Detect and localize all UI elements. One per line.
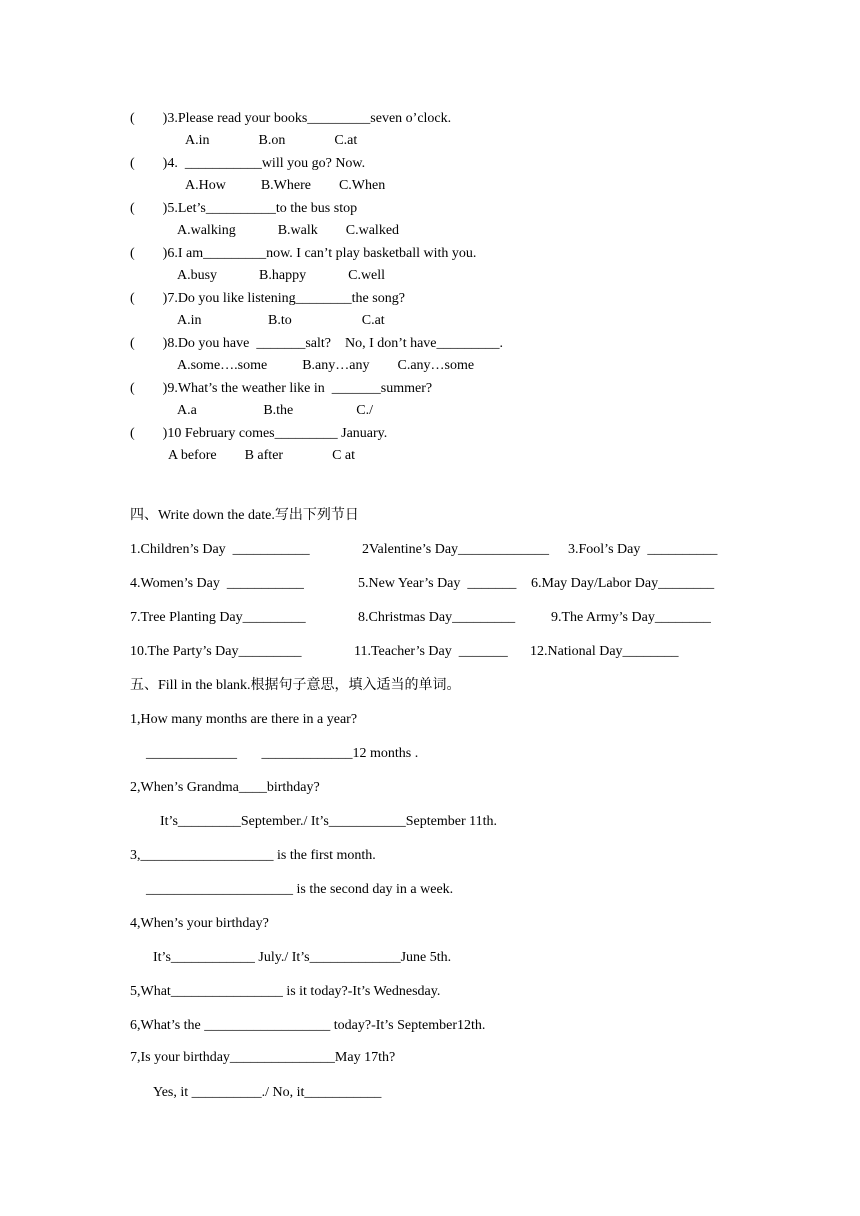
fill-line: 5,What________________ is it today?-It’s Wednesday. — [130, 984, 441, 999]
festival-item: 5.New Year’s Day _______ — [358, 576, 517, 591]
fill-line: 7,Is your birthday_______________May 17th? — [130, 1050, 396, 1065]
question-9-options: A.a B.the C./ — [177, 403, 373, 418]
question-4-options: A.How B.Where C.When — [185, 178, 386, 193]
question-7-options: A.in B.to C.at — [177, 313, 385, 328]
festival-item: 2Valentine’s Day_____________ — [362, 542, 550, 557]
festival-item: 4.Women’s Day ___________ — [130, 576, 304, 591]
festival-item: 1.Children’s Day ___________ — [130, 542, 310, 557]
question-3-options: A.in B.on C.at — [185, 133, 358, 148]
question-4-stem: ( )4. ___________will you go? Now. — [130, 156, 366, 171]
festival-item: 3.Fool’s Day __________ — [568, 542, 718, 557]
question-9-stem: ( )9.What’s the weather like in _______summer? — [130, 381, 433, 396]
fill-line: 2,When’s Grandma____birthday? — [130, 780, 320, 795]
festival-item: 11.Teacher’s Day _______ — [354, 644, 508, 659]
question-10-stem: ( )10 February comes_________ January. — [130, 426, 388, 441]
festival-item: 6.May Day/Labor Day________ — [531, 576, 715, 591]
fill-line: 1,How many months are there in a year? — [130, 712, 358, 727]
fill-line: Yes, it __________./ No, it___________ — [153, 1085, 382, 1100]
fill-line: 3,___________________ is the first month. — [130, 848, 376, 863]
fill-line: 4,When’s your birthday? — [130, 916, 269, 931]
question-5-options: A.walking B.walk C.walked — [177, 223, 400, 238]
festival-item: 12.National Day________ — [530, 644, 679, 659]
fill-line: It’s____________ July./ It’s_____________June 5th. — [153, 950, 452, 965]
festival-item: 8.Christmas Day_________ — [358, 610, 516, 625]
section-5-title: 五、Fill in the blank.根据句子意思，填入适当的单词。 — [130, 678, 461, 693]
question-3-stem: ( )3.Please read your books_________seven o’clock. — [130, 111, 452, 126]
festival-item: 10.The Party’s Day_________ — [130, 644, 302, 659]
question-8-stem: ( )8.Do you have _______salt? No, I don’t have_________. — [130, 336, 504, 351]
festival-item: 9.The Army’s Day________ — [551, 610, 711, 625]
festival-item: 7.Tree Planting Day_________ — [130, 610, 306, 625]
question-6-stem: ( )6.I am_________now. I can’t play basketball with you. — [130, 246, 477, 261]
section-4-title: 四、Write down the date.写出下列节日 — [130, 508, 359, 523]
question-10-options: A before B after C at — [168, 448, 356, 463]
question-6-options: A.busy B.happy C.well — [177, 268, 386, 283]
fill-line: 6,What’s the __________________ today?-It’s September12th. — [130, 1018, 486, 1033]
fill-line: _____________ _____________12 months . — [146, 746, 419, 761]
question-7-stem: ( )7.Do you like listening________the song? — [130, 291, 405, 306]
fill-line: It’s_________September./ It’s___________September 11th. — [160, 814, 498, 829]
fill-line: _____________________ is the second day in a week. — [146, 882, 454, 897]
question-5-stem: ( )5.Let’s__________to the bus stop — [130, 201, 358, 216]
question-8-options: A.some….some B.any…any C.any…some — [177, 358, 475, 373]
